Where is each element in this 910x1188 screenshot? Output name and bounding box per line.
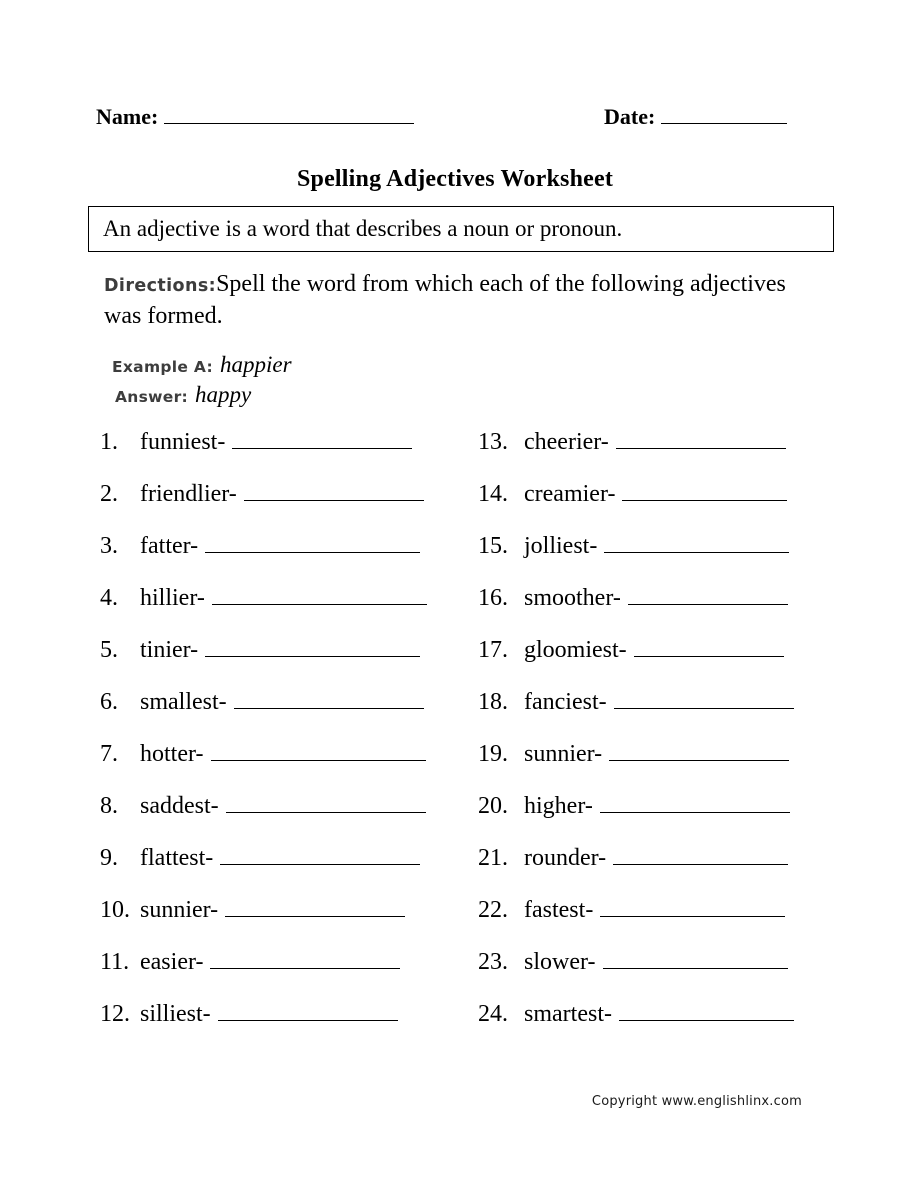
question-number: 22. <box>478 897 508 923</box>
answer-line[interactable] <box>622 480 787 501</box>
question-word: hillier- <box>140 585 205 611</box>
name-field-group <box>96 104 414 130</box>
question-number: 21. <box>478 845 508 871</box>
answer-line[interactable] <box>614 688 794 709</box>
question-word: fatter- <box>140 533 199 559</box>
question-item <box>100 792 440 844</box>
answer-line[interactable] <box>604 532 789 553</box>
question-word: slower- <box>524 949 596 975</box>
question-item <box>100 636 440 688</box>
question-word: hotter- <box>140 741 204 767</box>
question-item <box>100 740 440 792</box>
date-label: Date: <box>604 104 656 129</box>
question-word: tinier- <box>140 637 199 663</box>
question-word: rounder- <box>524 845 607 871</box>
directions-text: Spell the word from which each of the following adjectives was formed. <box>104 271 786 329</box>
answer-line[interactable] <box>205 532 420 553</box>
question-word: smartest- <box>524 1001 612 1027</box>
question-item <box>478 740 818 792</box>
question-word: funniest- <box>140 429 226 455</box>
date-field-group <box>604 104 787 130</box>
answer-line[interactable] <box>234 688 424 709</box>
question-item <box>478 532 818 584</box>
question-item <box>100 1000 440 1052</box>
question-number: 20. <box>478 793 508 819</box>
question-number: 5. <box>100 637 118 663</box>
question-number: 4. <box>100 585 118 611</box>
question-word: fastest- <box>524 897 594 923</box>
example-block <box>112 352 532 412</box>
question-word: jolliest- <box>524 533 598 559</box>
question-item <box>100 948 440 1000</box>
question-word: friendlier- <box>140 481 237 507</box>
question-item <box>100 584 440 636</box>
question-number: 18. <box>478 689 508 715</box>
question-word: sunnier- <box>524 741 603 767</box>
name-input-line[interactable] <box>164 105 414 124</box>
question-word: creamier- <box>524 481 616 507</box>
question-item <box>478 636 818 688</box>
question-word: smoother- <box>524 585 621 611</box>
question-number: 17. <box>478 637 508 663</box>
question-item <box>478 844 818 896</box>
question-item <box>478 792 818 844</box>
answer-line[interactable] <box>225 896 405 917</box>
answer-line[interactable] <box>211 740 426 761</box>
directions-label: Directions: <box>104 276 217 296</box>
question-word: saddest- <box>140 793 219 819</box>
question-item <box>478 948 818 1000</box>
answer-line[interactable] <box>244 480 424 501</box>
answer-line[interactable] <box>220 844 420 865</box>
question-number: 16. <box>478 585 508 611</box>
answer-line[interactable] <box>603 948 788 969</box>
answer-line[interactable] <box>619 1000 794 1021</box>
answer-line[interactable] <box>226 792 426 813</box>
answer-line[interactable] <box>609 740 789 761</box>
question-word: silliest- <box>140 1001 211 1027</box>
definition-text: An adjective is a word that describes a noun or pronoun. <box>103 216 623 241</box>
answer-line[interactable] <box>210 948 400 969</box>
answer-row <box>112 382 532 412</box>
question-item <box>100 844 440 896</box>
answer-line[interactable] <box>600 792 790 813</box>
question-number: 12. <box>100 1001 130 1027</box>
question-word: smallest- <box>140 689 227 715</box>
question-word: easier- <box>140 949 204 975</box>
answer-line[interactable] <box>600 896 785 917</box>
answer-line[interactable] <box>634 636 784 657</box>
question-item <box>478 688 818 740</box>
question-item <box>100 480 440 532</box>
definition-box <box>88 206 834 252</box>
answer-line[interactable] <box>628 584 788 605</box>
question-word: fanciest- <box>524 689 607 715</box>
answer-line[interactable] <box>218 1000 398 1021</box>
date-input-line[interactable] <box>661 105 787 124</box>
questions-column-right <box>478 428 818 1052</box>
copyright-footer: Copyright www.englishlinx.com <box>591 1094 802 1109</box>
question-number: 10. <box>100 897 130 923</box>
answer-line[interactable] <box>232 428 412 449</box>
question-number: 1. <box>100 429 118 455</box>
answer-word: happy <box>195 382 252 407</box>
answer-line[interactable] <box>212 584 427 605</box>
directions-block <box>104 268 824 332</box>
answer-line[interactable] <box>613 844 788 865</box>
question-item <box>478 1000 818 1052</box>
page-title: Spelling Adjectives Worksheet <box>296 166 614 192</box>
question-number: 9. <box>100 845 118 871</box>
question-word: flattest- <box>140 845 214 871</box>
question-word: higher- <box>524 793 593 819</box>
example-label: Example A: <box>112 358 213 376</box>
question-word: cheerier- <box>524 429 609 455</box>
question-item <box>478 428 818 480</box>
question-number: 11. <box>100 949 130 975</box>
answer-line[interactable] <box>205 636 420 657</box>
question-item <box>100 896 440 948</box>
answer-label: Answer: <box>115 388 189 406</box>
question-number: 23. <box>478 949 508 975</box>
question-item <box>100 428 440 480</box>
question-number: 2. <box>100 481 118 507</box>
question-number: 6. <box>100 689 118 715</box>
question-number: 8. <box>100 793 118 819</box>
question-item <box>100 532 440 584</box>
question-number: 3. <box>100 533 118 559</box>
example-row <box>112 352 532 382</box>
question-number: 19. <box>478 741 508 767</box>
name-label: Name: <box>96 104 159 129</box>
question-item <box>100 688 440 740</box>
question-word: gloomiest- <box>524 637 627 663</box>
question-item <box>478 896 818 948</box>
question-number: 14. <box>478 481 508 507</box>
example-word: happier <box>220 352 292 377</box>
question-number: 15. <box>478 533 508 559</box>
question-number: 13. <box>478 429 508 455</box>
answer-line[interactable] <box>616 428 786 449</box>
question-item <box>478 584 818 636</box>
question-item <box>478 480 818 532</box>
question-number: 24. <box>478 1001 508 1027</box>
name-date-row <box>96 104 806 134</box>
questions-column-left <box>100 428 440 1052</box>
question-word: sunnier- <box>140 897 219 923</box>
question-number: 7. <box>100 741 118 767</box>
